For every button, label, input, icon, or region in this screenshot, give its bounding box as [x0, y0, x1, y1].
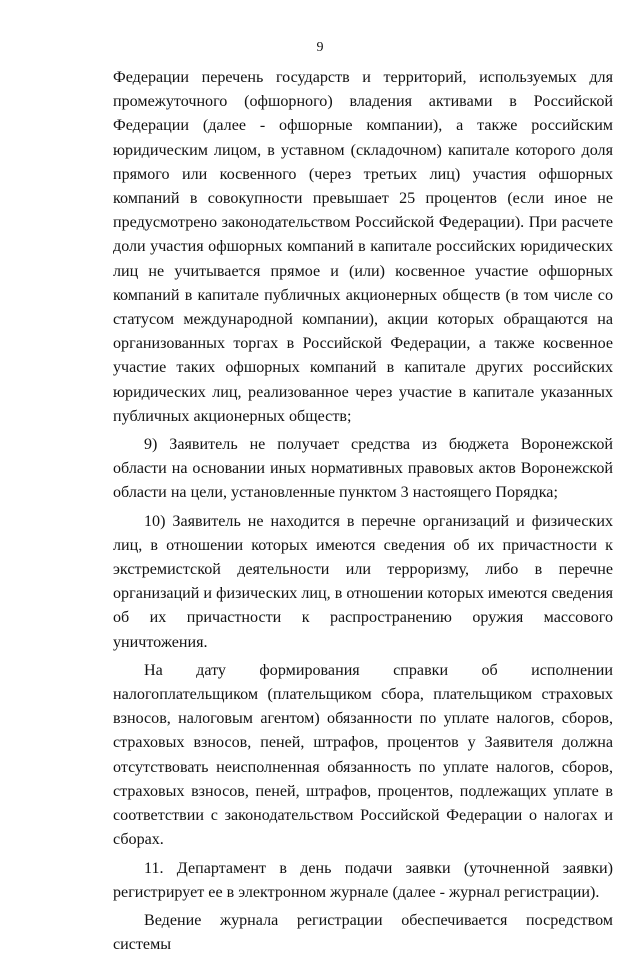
paragraph-journal-maintenance: Ведение журнала регистрации обеспечивается посредством системы [113, 911, 613, 954]
paragraph-offshore-continuation: Федерации перечень государств и территорий, используемых для промежуточного (офшорного) владения активами в Российской Федерации (далее - офшорные компании), а также российским юридическим лицом, в уставном (складочном) капитале которого доля прямого или косвенного (через третьих лиц) участия офшорных компаний в совокупности превышает 25 процентов (если иное не предусмотрено законодательством Российской Федерации). При расчете доли участия офшорных компаний в капитале российских юридических лиц не учитывается прямое и (или) косвенное участие офшорных компаний в капитале публичных акционерных обществ (в том числе со статусом международной компании), акции которых обращаются на организованных торгах в Российской Федерации, а также косвенное участие таких офшорных компаний в капитале других российских юридических лиц, реализованное через участие в капитале указанных публичных акционерных обществ; [113, 69, 613, 425]
paragraph-tax-obligation: На дату формирования справки об исполнении налогоплательщиком (плательщиком сбора, плательщиком страховых взносов, налоговым агентом) обязанности по уплате налогов, сборов, страховых взносов, пеней, штрафов, процентов у Заявителя должна отсутствовать неисполненная обязанность по уплате налогов, сборов, страховых взносов, пеней, штрафов, процентов, подлежащих уплате в соответствии с законодательством Российской Федерации о налогах и сборах. [113, 661, 613, 849]
paragraph-item-11: 11. Департамент в день подачи заявки (уточненной заявки) регистрирует ее в электронном журнале (далее - журнал регистрации). [113, 859, 613, 901]
paragraph-item-9: 9) Заявитель не получает средства из бюджета Воронежской области на основании иных нормативных правовых актов Воронежской области на цели, установленные пунктом 3 настоящего Порядка; [113, 436, 613, 502]
page-number: 9 [316, 40, 324, 55]
document-body [113, 66, 613, 957]
paragraph-item-10: 10) Заявитель не находится в перечне организаций и физических лиц, в отношении которых имеются сведения об их причастности к экстремистской деятельности или терроризму, либо в перечне организаций и физических лиц, в отношении которых имеются сведения об их причастности к распространению оружия массового уничтожения. [113, 512, 613, 651]
